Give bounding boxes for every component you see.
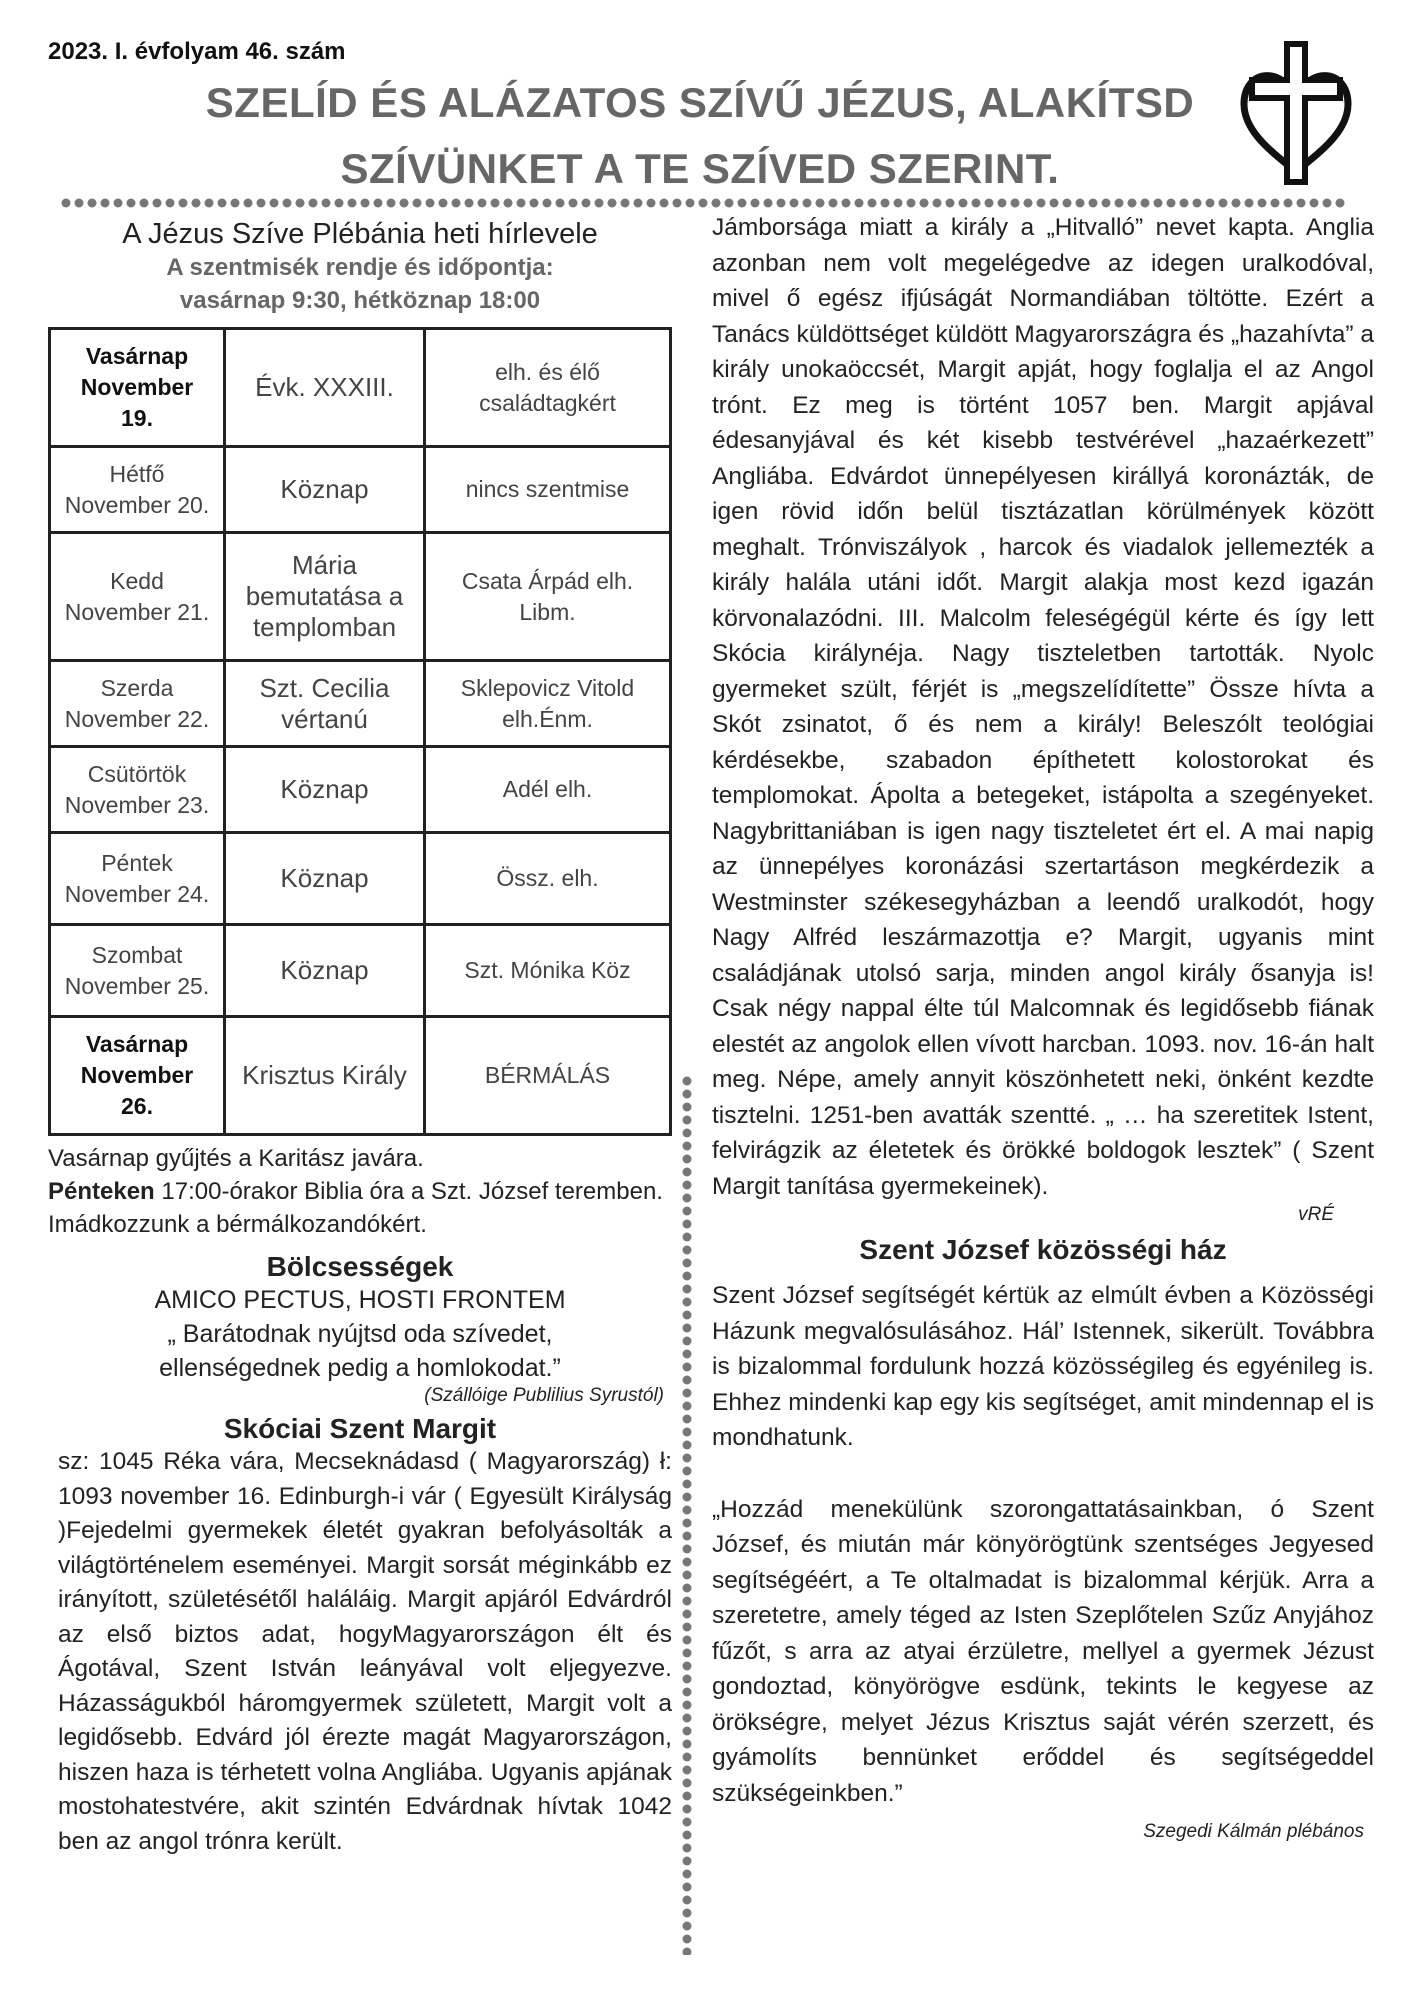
schedule-intention: BÉRMÁLÁS	[425, 1017, 671, 1135]
mass-times: vasárnap 9:30, hétköznap 18:00	[179, 287, 541, 314]
vertical-dotted-divider	[680, 1075, 694, 1955]
margit-title: Skóciai Szent Margit	[223, 1413, 497, 1444]
schedule-row	[50, 747, 671, 833]
headline	[200, 70, 1200, 202]
schedule-row	[50, 661, 671, 747]
left-column	[48, 210, 672, 1859]
cross-heart-icon	[1238, 38, 1354, 188]
headline-line-1: SZELÍD ÉS ALÁZATOS SZÍVŰ JÉZUS, ALAKÍTSD	[205, 79, 1195, 126]
schedule-date: November	[80, 374, 194, 400]
jozsef-text: Szent József segítségét kértük az elmúlt évben a Közösségi Házunk megvalósulásához. Hál’ Istennek, sikerült. Továbbra is bizalommal fordulunk hozzá közösségileg és egyénileg is. Ehhez mindenki kap egy kis segítséget, amit mindennap el is mondhatunk.	[712, 1282, 1374, 1451]
schedule-date: November 22.	[64, 705, 210, 732]
schedule-date: November 24.	[64, 880, 210, 907]
schedule-row	[50, 329, 671, 447]
schedule-feast: Mária bemutatása a templomban	[225, 533, 425, 661]
schedule-day	[50, 1017, 225, 1135]
wisdom-source: (Szállóige Publilius Syrustól)	[424, 1385, 664, 1406]
newsletter-title: A Jézus Szíve Plébánia heti hírlevele	[122, 218, 598, 250]
schedule-day: Kedd	[110, 567, 164, 594]
margit-signature: vRÉ	[1298, 1204, 1334, 1225]
schedule-day: Vasárnap	[85, 1031, 189, 1057]
wisdom-latin: AMICO PECTUS, HOSTI FRONTEM	[154, 1286, 566, 1314]
schedule-feast: Köznap	[225, 833, 425, 925]
schedule-day: Csütörtök	[87, 760, 187, 787]
wisdom-title: Bölcsességek	[266, 1251, 454, 1282]
notice-bible-class	[48, 1175, 672, 1208]
schedule-date: November	[80, 1062, 194, 1088]
schedule-row	[50, 925, 671, 1017]
schedule-feast: Évk. XXXIII.	[225, 329, 425, 447]
schedule-row	[50, 447, 671, 533]
schedule-intention: Csata Árpád elh. Libm.	[425, 533, 671, 661]
schedule-day: Péntek	[101, 849, 173, 876]
schedule-feast: Köznap	[225, 747, 425, 833]
notice-bible-text: 17:00-órakor Biblia óra a Szt. József teremben.	[154, 1178, 663, 1205]
schedule-feast: Krisztus Király	[225, 1017, 425, 1135]
notice-collection: Vasárnap gyűjtés a Karitász javára.	[48, 1145, 424, 1172]
schedule-day	[50, 661, 225, 747]
schedule-row	[50, 533, 671, 661]
schedule-day	[50, 925, 225, 1017]
schedule-intention: Össz. elh.	[425, 833, 671, 925]
jozsef-title: Szent József közösségi ház	[859, 1234, 1227, 1265]
right-column	[712, 210, 1374, 1843]
schedule-feast: Szt. Cecilia vértanú	[225, 661, 425, 747]
schedule-feast: Köznap	[225, 925, 425, 1017]
schedule-day	[50, 447, 225, 533]
schedule-intention: Adél elh.	[425, 747, 671, 833]
jozsef-prayer: „Hozzád menekülünk szorongattatásainkban, ó Szent József, és miután már könyörögtünk szentséges Jegyesed segítségéért, a Te oltalmadat is bizalommal kérjük. Arra a szeretetre, amely téged az Isten Szeplőtelen Szűz Anyjához fűzőt, s arra az atyai érzületre, mellyel a gyermek Jézust gondoztad, könyörögve esdünk, tekints le kegyese az örökségre, melyet Jézus Krisztus saját vérén szerzett, és gyámolíts bennünket erőddel és segítségeddel szükségeinkben.”	[712, 1495, 1374, 1807]
margit-text-continued: Jámborsága miatt a király a „Hitvalló” nevet kapta. Anglia azonban nem volt megelégedve az idegen uralkodóval, mivel ő egész ifjúságát Normandiában töltötte. Ezért a Tanács küldöttséget küldött Magyarországra és „hazahívta” a király unokaöccsét, Margit apját, hogy foglalja el az Angol trónt. Ez meg is történt 1057 ben. Margit apjával édesanyjával és két kisebb testvérével „hazaérkezett” Angliába. Edvárdot ünnepélyesen királlyá koronázták, de igen rövid időn belül tisztázatlan körülmények között meghalt. Trónviszályok , harcok és viadalok jellemezték a király halála utáni időt. Margit alakja most kezd igazán körvonalazódni. III. Malcolm feleségégül kérte és így lett Skócia királynéja. Nagy tiszteletben tartották. Nyolc gyermeket szült, férjét is „megszelídítette” Össze hívta a Skót zsinatot, ő és nem a király! Beleszólt teológiai kérdésekbe, szabadon építhetett kolostorokat és templomokat. Ápolta a betegeket, istápolta a szegényeket. Nagybrittaniában is igen nagy tiszteletet ért el. A mai napig az ünnepélyes koronázási szertartáson megkérdezik a Westminster székesegyházban a leendő uralkodót, hogy Nagy Alfréd leszármazottja e? Margit, ugyanis mint családjának utolsó sarja, minden angol király ősanyja is! Csak négy nappal élte túl Malcomnak és legidősebb fiának elestét az angolok ellen vívott harcban. 1093. nov. 16-án halt meg. Népe, amely annyit köszönhetett neki, önként kezdte tisztelni. 1251-ben avatták szentté. „ … ha szeretitek Istent, felvirágzik az életetek és örökké boldogok lesztek” ( Szent Margit tanítása gyermekeinek).	[712, 214, 1374, 1200]
schedule-intention: nincs szentmise	[425, 447, 671, 533]
schedule-day	[50, 533, 225, 661]
schedule-intention: Szt. Mónika Köz	[425, 925, 671, 1017]
schedule-intention: elh. és élő családtagkért	[425, 329, 671, 447]
schedule-day	[50, 329, 225, 447]
headline-line-2: SZÍVÜNKET A TE SZÍVED SZERINT.	[340, 145, 1060, 192]
wisdom-line-2: ellenségednek pedig a homlokodat.”	[159, 1354, 561, 1382]
notice-prayer: Imádkozzunk a bérmálkozandókért.	[48, 1211, 427, 1238]
mass-schedule-table	[48, 327, 672, 1136]
issue-label: 2023. I. évfolyam 46. szám	[48, 38, 346, 65]
horizontal-dotted-divider	[60, 196, 1350, 210]
prayer-signature: Szegedi Kálmán plébános	[1143, 1821, 1364, 1842]
wisdom-line-1: „ Barátodnak nyújtsd oda szívedet,	[167, 1320, 553, 1348]
schedule-day: Vasárnap	[85, 343, 189, 369]
schedule-day: Szombat	[91, 941, 183, 968]
schedule-row	[50, 1017, 671, 1135]
margit-text: sz: 1045 Réka vára, Mecseknádasd ( Magyarország) ł: 1093 november 16. Edinburgh-i vár ( Egyesült Királyság )Fejedelmi gyermekek életét gyakran befolyásolták a világtörténelem eseményei. Margit sorsát méginkább ez irányított, születésétől haláláig. Margit apjáról Edvárdról az első biztos adat, hogyMagyarországon élt és Ágotával, Szent István leányával volt eljegyezve. Házasságukból háromgyermek született, Margit volt a legidősebb. Edvárd jól érezte magát Magyarországon, hiszen haza is térhetett volna Angliába. Ugyanis apjának mostohatestvére, akit szintén Edvárdnak hívtak 1042 ben az angol trónra került.	[58, 1448, 672, 1855]
notice-bible-day: Pénteken	[48, 1178, 155, 1205]
schedule-row	[50, 833, 671, 925]
schedule-day	[50, 833, 225, 925]
schedule-date2: 19.	[121, 405, 153, 431]
schedule-day: Szerda	[100, 674, 174, 701]
schedule-feast: Köznap	[225, 447, 425, 533]
mass-heading: A szentmisék rendje és időpontja:	[166, 254, 554, 281]
schedule-date: November 20.	[64, 491, 210, 518]
schedule-date: November 25.	[64, 972, 210, 999]
schedule-intention: Sklepovicz Vitold elh.Énm.	[425, 661, 671, 747]
schedule-day	[50, 747, 225, 833]
schedule-date: November 23.	[64, 791, 210, 818]
schedule-date2: 26.	[121, 1093, 153, 1119]
schedule-date: November 21.	[64, 598, 210, 625]
schedule-day: Hétfő	[109, 460, 165, 487]
